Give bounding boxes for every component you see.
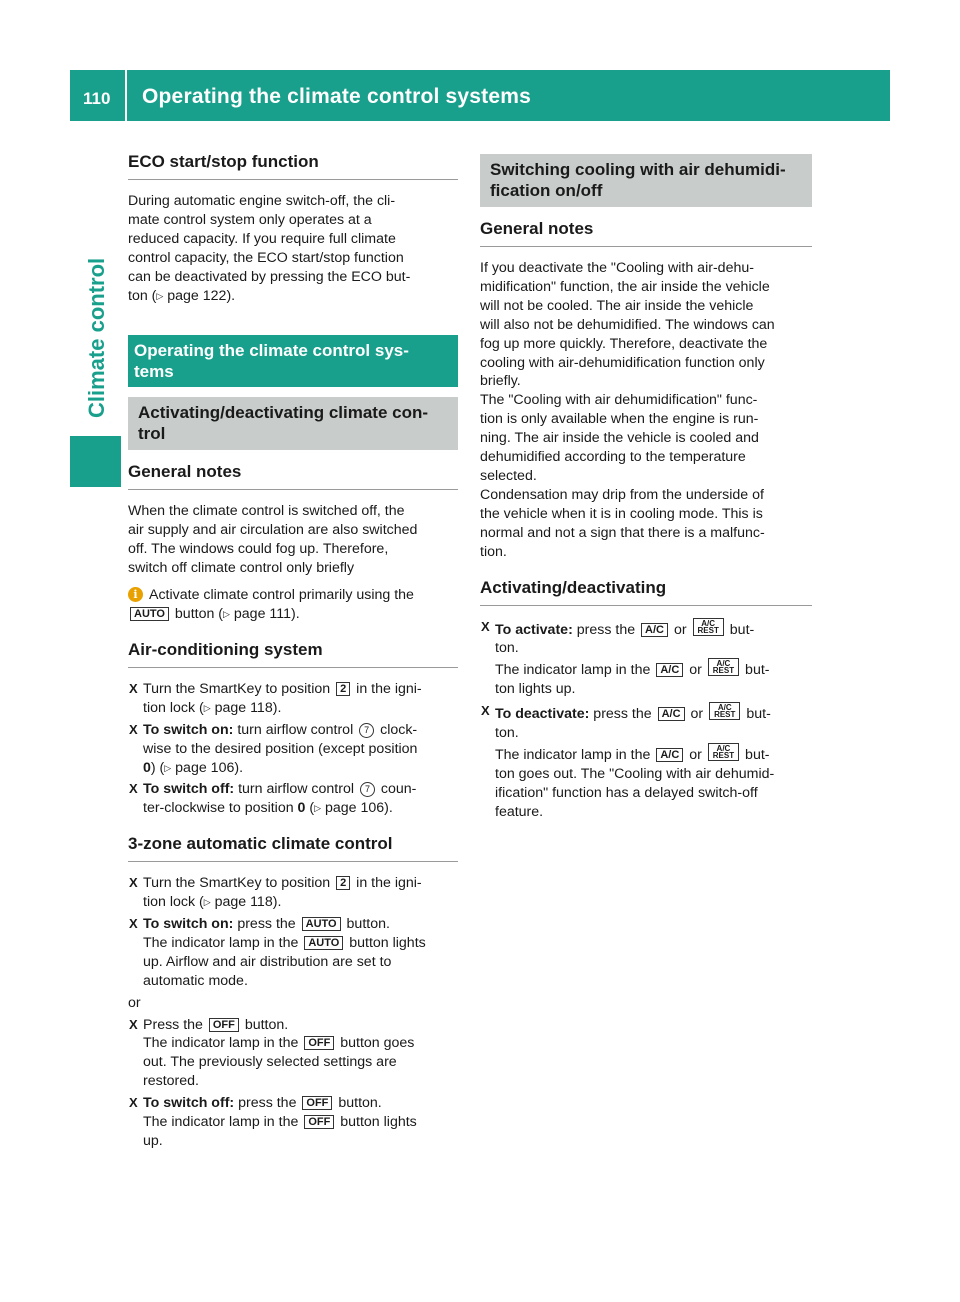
text-run: wise to the desired position (except position	[143, 740, 418, 757]
band-line: tems	[134, 362, 174, 382]
text-line: normal and not a sign that there is a malfunc-	[480, 524, 765, 541]
band-line: Operating the climate control sys-	[134, 341, 409, 361]
text-run: feature.	[495, 803, 544, 820]
text-line: off. The windows could fog up. Therefore,	[128, 541, 389, 558]
key-top: A/C	[716, 743, 731, 753]
text-run: The indicator lamp in the	[495, 662, 655, 679]
off-button-icon: OFF	[302, 1096, 332, 1110]
text-run: in the igni-	[352, 680, 422, 697]
text-line: will also not be dehumidified. The windows can	[480, 316, 775, 333]
key-bottom: REST	[712, 666, 735, 676]
text-line: tion.	[480, 543, 507, 560]
availability-paragraph	[480, 391, 812, 486]
list-item	[480, 702, 812, 821]
text-run: The indicator lamp in the	[143, 934, 303, 951]
text-line: Activate climate control primarily using the	[149, 587, 414, 604]
auto-button-icon: AUTO	[304, 936, 343, 950]
text-line: ton (	[128, 287, 157, 304]
text-run: The indicator lamp in the	[495, 746, 655, 763]
page-reference[interactable]: page 106).	[324, 800, 393, 817]
ac-rest-button-icon	[708, 743, 739, 761]
page-ref-arrow-icon: ▷	[223, 608, 230, 619]
text-line: switch off climate control only briefly	[128, 560, 355, 577]
airflow-control-7-icon: 7	[359, 723, 374, 738]
key-top: A/C	[701, 618, 716, 628]
page-reference[interactable]: page 111).	[233, 605, 300, 622]
left-column	[128, 150, 458, 1154]
page-reference[interactable]: page 106).	[175, 759, 244, 776]
text-run: button.	[342, 916, 390, 933]
key-top: A/C	[716, 659, 731, 669]
text-run: Turn the SmartKey to position	[143, 680, 335, 697]
key-position-2-icon: 2	[336, 876, 350, 890]
condensation-paragraph	[480, 486, 812, 562]
cooling-paragraph	[480, 259, 812, 391]
text-run: The indicator lamp in the	[143, 1035, 303, 1052]
text-run: button goes	[336, 1035, 415, 1052]
step-label: To switch off:	[143, 1095, 235, 1112]
ac-rest-button-icon	[708, 658, 739, 676]
text-line: cooling with air-dehumidification function only	[480, 354, 765, 371]
text-line: can be deactivated by pressing the ECO but-	[128, 268, 411, 285]
header-divider	[125, 70, 127, 121]
page-number: 110	[83, 89, 111, 108]
section-band-operating	[128, 335, 458, 387]
auto-button-icon: AUTO	[302, 917, 341, 931]
step-marker-icon: X	[129, 781, 138, 797]
list-item	[480, 618, 812, 700]
band-line: Switching cooling with air dehumidi-	[490, 160, 786, 179]
off-button-icon: OFF	[304, 1036, 334, 1050]
step-label: To switch off:	[143, 781, 235, 798]
zone-heading: 3-zone automatic climate control	[128, 832, 458, 862]
section-band-activating	[128, 397, 458, 450]
text-run: automatic mode.	[143, 972, 248, 989]
general-notes-heading: General notes	[480, 217, 812, 247]
text-run: tion lock (	[143, 699, 204, 716]
text-run: or	[686, 706, 708, 723]
step-marker-icon: X	[129, 875, 138, 891]
text-run: The indicator lamp in the	[143, 1114, 303, 1131]
text-run: press the	[233, 916, 300, 933]
text-run: ton.	[495, 640, 519, 657]
side-tab-marker	[70, 436, 121, 487]
text-run: press the	[572, 621, 640, 638]
ac-rest-button-icon	[693, 618, 724, 636]
text-run: up.	[143, 1133, 163, 1149]
text-line: will not be cooled. The air inside the vehicle	[480, 297, 754, 314]
text-run: but-	[742, 706, 771, 723]
text-line: When the climate control is switched off, the	[128, 503, 405, 520]
section-band-cooling	[480, 154, 812, 207]
text-line: The "Cooling with air dehumidification" func-	[480, 392, 758, 409]
text-run: button.	[240, 1016, 289, 1033]
text-run: ton goes out. The "Cooling with air dehumid-	[495, 765, 775, 782]
text-run: but-	[725, 621, 755, 638]
ac-button-icon: A/C	[656, 748, 683, 762]
ac-button-icon: A/C	[658, 707, 685, 721]
list-item	[128, 680, 458, 718]
text-line: reduced capacity. If you require full climate	[128, 230, 396, 247]
list-item	[128, 721, 458, 778]
right-column	[480, 154, 812, 825]
band-line: fication on/off	[490, 181, 603, 200]
list-item	[128, 780, 458, 818]
off-button-icon: OFF	[209, 1018, 239, 1032]
eco-heading: ECO start/stop function	[128, 150, 458, 180]
step-marker-icon: X	[481, 618, 490, 634]
text-line: air supply and air circulation are also switched	[128, 522, 418, 539]
key-top: A/C	[717, 703, 732, 713]
text-run: turn airflow control	[234, 781, 358, 798]
text-run: clock-	[376, 721, 418, 738]
page-reference[interactable]: page 118).	[214, 699, 282, 716]
step-marker-icon: X	[481, 703, 490, 719]
text-run: in the igni-	[352, 875, 422, 892]
ac-button-icon: A/C	[641, 623, 668, 637]
step-marker-icon: X	[129, 721, 138, 737]
text-run: button lights	[345, 934, 426, 951]
text-run: (	[305, 800, 315, 817]
list-item	[128, 1094, 458, 1151]
position-value: 0	[297, 800, 306, 817]
step-marker-icon: X	[129, 916, 138, 932]
text-run: ton.	[495, 725, 519, 742]
activating-heading: Activating/deactivating	[480, 576, 812, 606]
side-tab-label: Climate control	[84, 257, 109, 418]
page-ref-arrow-icon: ▷	[203, 702, 211, 713]
text-run: ification" function has a delayed switch-off	[495, 784, 758, 801]
text-line: ning. The air inside the vehicle is cooled and	[480, 430, 759, 447]
band-line: Activating/deactivating climate con-	[138, 403, 429, 423]
key-bottom: REST	[714, 710, 736, 720]
step-label: To switch on:	[143, 916, 234, 933]
ac-rest-button-icon	[709, 702, 740, 720]
text-run: press the	[234, 1095, 301, 1112]
text-line: selected.	[480, 467, 537, 484]
page-ref-arrow-icon: ▷	[203, 897, 211, 908]
text-run: button.	[334, 1095, 382, 1112]
text-run: out. The previously selected settings are	[143, 1054, 397, 1071]
page-header	[70, 70, 890, 121]
page-reference[interactable]: page 122).	[167, 287, 236, 304]
page-title: Operating the climate control systems	[142, 85, 532, 108]
general-notes-heading: General notes	[128, 460, 458, 490]
text-line: button (	[170, 605, 224, 622]
text-run: press the	[589, 706, 656, 723]
text-line: briefly.	[480, 373, 521, 390]
text-run: turn airflow control	[233, 721, 358, 738]
step-marker-icon: X	[129, 1016, 138, 1032]
step-label: To switch on:	[143, 721, 234, 738]
info-note	[128, 586, 458, 624]
text-line: Condensation may drip from the underside of	[480, 486, 764, 503]
airflow-control-7-icon: 7	[360, 782, 375, 797]
info-icon: i	[128, 587, 143, 602]
text-run: restored.	[143, 1073, 199, 1090]
text-run: button lights	[336, 1114, 417, 1131]
text-line: mate control system only operates at a	[128, 211, 372, 228]
key-position-2-icon: 2	[336, 682, 350, 696]
or-text: or	[128, 994, 141, 1011]
page-ref-arrow-icon: ▷	[156, 290, 164, 301]
page-ref-arrow-icon: ▷	[164, 762, 172, 773]
text-run: but-	[741, 746, 770, 763]
text-line: tion is only available when the engine is run-	[480, 411, 759, 428]
step-label: To activate:	[495, 621, 573, 638]
key-bottom: REST	[697, 625, 719, 635]
text-line: During automatic engine switch-off, the cli-	[128, 193, 396, 209]
text-run: tion lock (	[143, 894, 204, 911]
eco-paragraph	[128, 192, 458, 305]
auto-button-icon: AUTO	[130, 607, 169, 621]
position-value: 0	[143, 759, 151, 776]
band-line: trol	[138, 424, 166, 444]
text-line: If you deactivate the "Cooling with air-dehu-	[480, 260, 754, 276]
step-marker-icon: X	[129, 680, 138, 696]
text-line: midification" function, the air inside the vehicle	[480, 278, 770, 295]
ac-heading: Air-conditioning system	[128, 638, 458, 668]
text-run: ter-clockwise to position	[143, 800, 298, 817]
text-run: up. Airflow and air distribution are set to	[143, 953, 392, 970]
text-run: or	[685, 662, 706, 679]
off-button-icon: OFF	[304, 1115, 334, 1129]
ac-button-icon: A/C	[656, 663, 683, 677]
text-run: but-	[741, 662, 770, 679]
general-notes-paragraph	[128, 502, 458, 578]
step-label: To deactivate:	[495, 706, 590, 723]
text-run: ) (	[150, 759, 165, 776]
page-ref-arrow-icon: ▷	[314, 803, 322, 814]
text-run: Press the	[143, 1016, 207, 1033]
text-run: ton lights up.	[495, 681, 576, 698]
list-item	[128, 915, 458, 991]
text-line: control capacity, the ECO start/stop function	[128, 249, 404, 266]
text-run: or	[685, 746, 706, 763]
step-marker-icon: X	[129, 1095, 138, 1111]
text-line: the vehicle when it is in cooling mode. This is	[480, 505, 763, 522]
text-run: coun-	[376, 781, 417, 798]
text-run: or	[670, 621, 691, 638]
list-item	[128, 874, 458, 912]
text-run: Turn the SmartKey to position	[143, 875, 335, 892]
text-line: dehumidified according to the temperature	[480, 449, 746, 466]
text-line: fog up more quickly. Therefore, deactivate the	[480, 335, 768, 352]
list-item	[128, 1016, 458, 1092]
key-bottom: REST	[712, 750, 735, 760]
page-reference[interactable]: page 118).	[214, 894, 282, 911]
